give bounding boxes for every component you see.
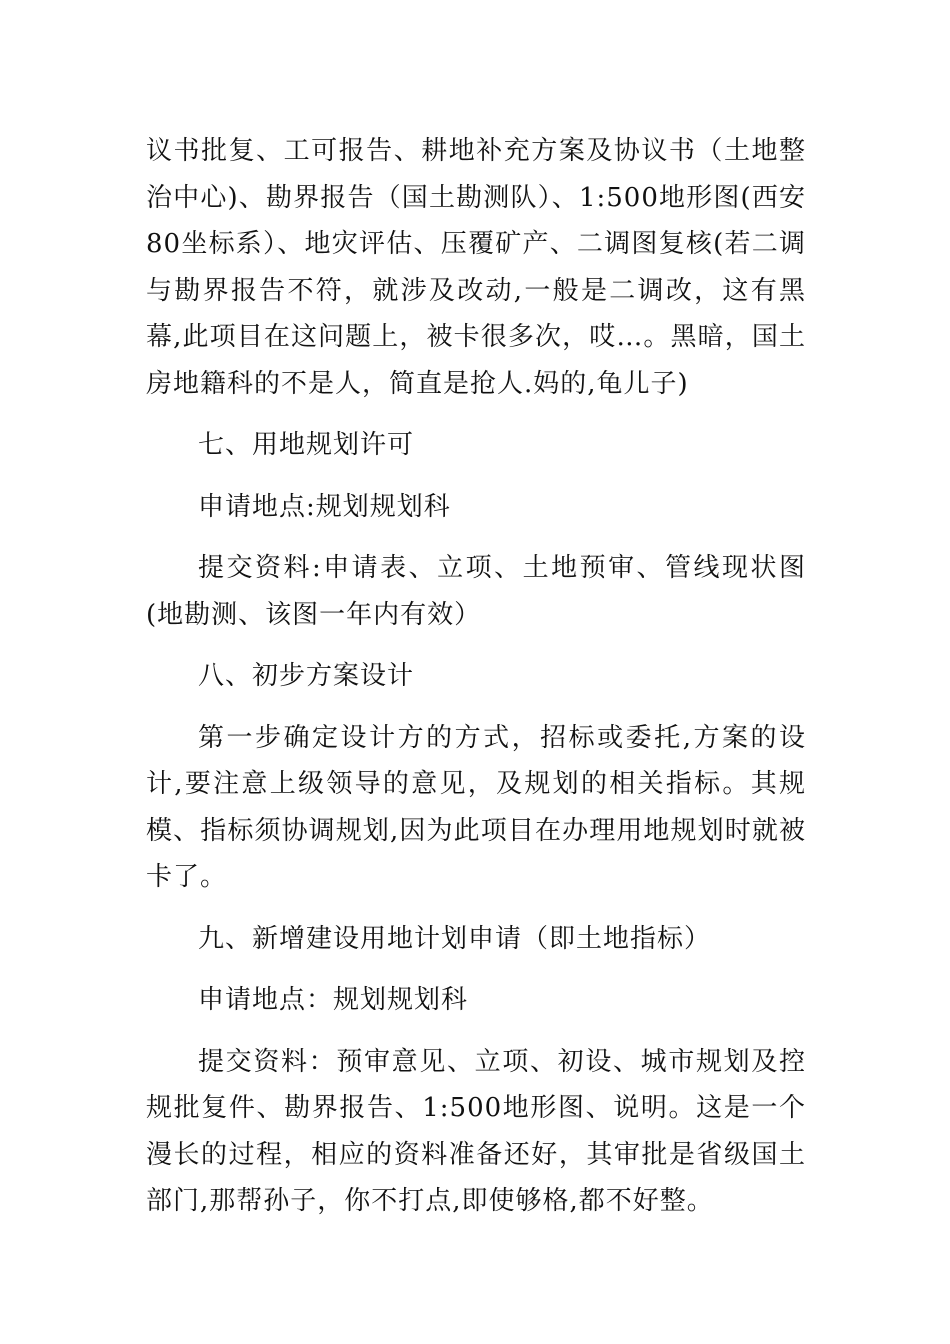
heading-preliminary-design: 八、初步方案设计 [198, 661, 415, 691]
paragraph-submitted-materials-2: 提交资料：预审意见、立项、初设、城市规划及控规批复件、勘界报告、1:500地形图、说明。这是一个漫长的过程，相应的资料准备还好，其审批是省级国土部门,那帮孙子，你不打点,即使够格,都不好整。 [146, 1046, 806, 1216]
document-body [146, 128, 806, 1225]
paragraph-application-location-1: 申请地点:规划规划科 [198, 491, 451, 522]
paragraph-submitted-materials-1: 提交资料:申请表、立项、土地预审、管线现状图(地勘测、该图一年内有效） [146, 553, 806, 630]
heading-new-land-plan-application: 九、新增建设用地计划申请（即土地指标） [198, 923, 712, 954]
paragraph-continued-materials: 议书批复、工可报告、耕地补充方案及协议书（土地整治中心)、勘界报告（国土勘测队）、1:500地形图(西安80坐标系）、地灾评估、压覆矿产、二调图复核(若二调与勘界报告不符，就涉及改动,一般是二调改，这有黑幕,此项目在这问题上，被卡很多次，哎…。黑暗，国土房地籍科的不是人，简直是抢人.妈的,龟儿子) [146, 136, 806, 399]
heading-land-use-planning-permit: 七、用地规划许可 [198, 430, 415, 460]
paragraph-design-steps: 第一步确定设计方的方式，招标或委托,方案的设计,要注意上级领导的意见，及规划的相关指标。其规模、指标须协调规划,因为此项目在办理用地规划时就被卡了。 [146, 722, 806, 892]
paragraph-application-location-2: 申请地点：规划规划科 [198, 985, 469, 1015]
